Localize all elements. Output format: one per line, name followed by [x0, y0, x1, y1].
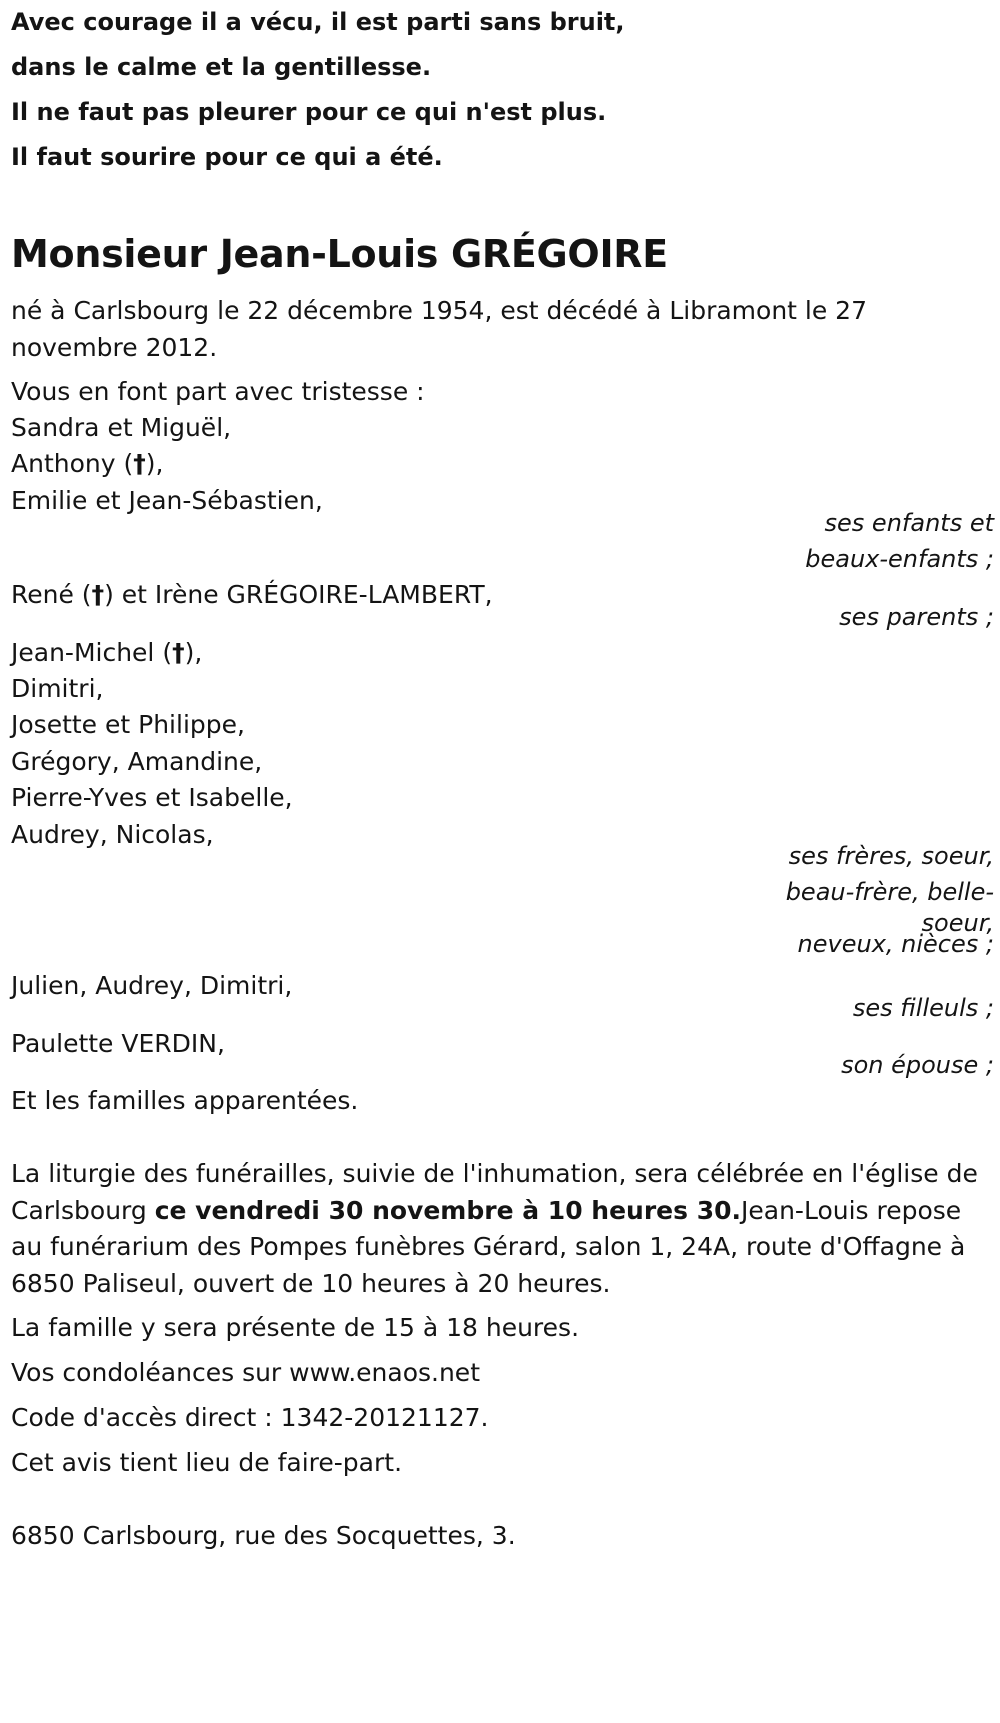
address: 6850 Carlsbourg, rue des Socquettes, 3.: [11, 1521, 516, 1550]
parents-line: René (†) et Irène GRÉGOIRE-LAMBERT,: [11, 580, 493, 609]
child-line: Sandra et Miguël,: [11, 413, 232, 442]
sibling-line: Audrey, Nicolas,: [11, 820, 214, 849]
notice-text: Cet avis tient lieu de faire-part.: [11, 1448, 403, 1477]
godchildren-line: Julien, Audrey, Dimitri,: [11, 971, 293, 1000]
role-parents: ses parents ;: [839, 603, 994, 631]
cross-icon: †: [91, 580, 105, 609]
role-siblings: ses frères, soeur,: [788, 842, 994, 870]
role-spouse: son épouse ;: [841, 1051, 994, 1079]
access-code: Code d'accès direct : 1342-20121127.: [11, 1403, 489, 1432]
sibling-line: Grégory, Amandine,: [11, 747, 263, 776]
poem-line: Avec courage il a vécu, il est parti sans bruit,: [11, 8, 625, 36]
poem-line: Il faut sourire pour ce qui a été.: [11, 143, 443, 171]
role-godchildren: ses filleuls ;: [852, 994, 994, 1022]
sibling-line: Josette et Philippe,: [11, 710, 245, 739]
condolences-text: Vos condoléances sur www.enaos.net: [11, 1358, 480, 1387]
role-siblings: beau-frère, belle-: [785, 878, 994, 906]
poem-line: dans le calme et la gentillesse.: [11, 53, 432, 81]
sibling-line: Pierre-Yves et Isabelle,: [11, 783, 293, 812]
intro-text: Vous en font part avec tristesse :: [11, 377, 425, 406]
funeral-paragraph: La liturgie des funérailles, suivie de l'inhumation, sera célébrée en l'église de Carlsbourg ce vendredi 30 novembre à 10 heures 30.Jean-Louis repose au funérarium des Pompes funèbres Gérard, salon 1, 24A, route d'Offagne à 6850 Paliseul, ouvert de 10 heures à 20 heures.: [11, 1159, 978, 1298]
sibling-line: Dimitri,: [11, 674, 104, 703]
child-line: Anthony (†),: [11, 449, 164, 478]
family-presence: La famille y sera présente de 15 à 18 heures.: [11, 1313, 580, 1342]
role-children: ses enfants et: [824, 509, 994, 537]
role-siblings: neveux, nièces ;: [797, 930, 994, 958]
role-siblings: soeur,: [921, 909, 994, 937]
spouse-line: Paulette VERDIN,: [11, 1029, 225, 1058]
deceased-name: Monsieur Jean-Louis GRÉGOIRE: [11, 232, 668, 276]
poem-line: Il ne faut pas pleurer pour ce qui n'est plus.: [11, 98, 607, 126]
families-line: Et les familles apparentées.: [11, 1086, 359, 1115]
child-line: Emilie et Jean-Sébastien,: [11, 486, 323, 515]
birth-death-text: né à Carlsbourg le 22 décembre 1954, est décédé à Libramont le 27 novembre 2012.: [11, 296, 867, 362]
cross-icon: †: [133, 449, 146, 478]
cross-icon: †: [172, 638, 185, 667]
sibling-line: Jean-Michel (†),: [11, 638, 203, 667]
funeral-date: ce vendredi 30 novembre à 10 heures 30.: [154, 1195, 742, 1225]
role-children: beaux-enfants ;: [805, 545, 994, 573]
